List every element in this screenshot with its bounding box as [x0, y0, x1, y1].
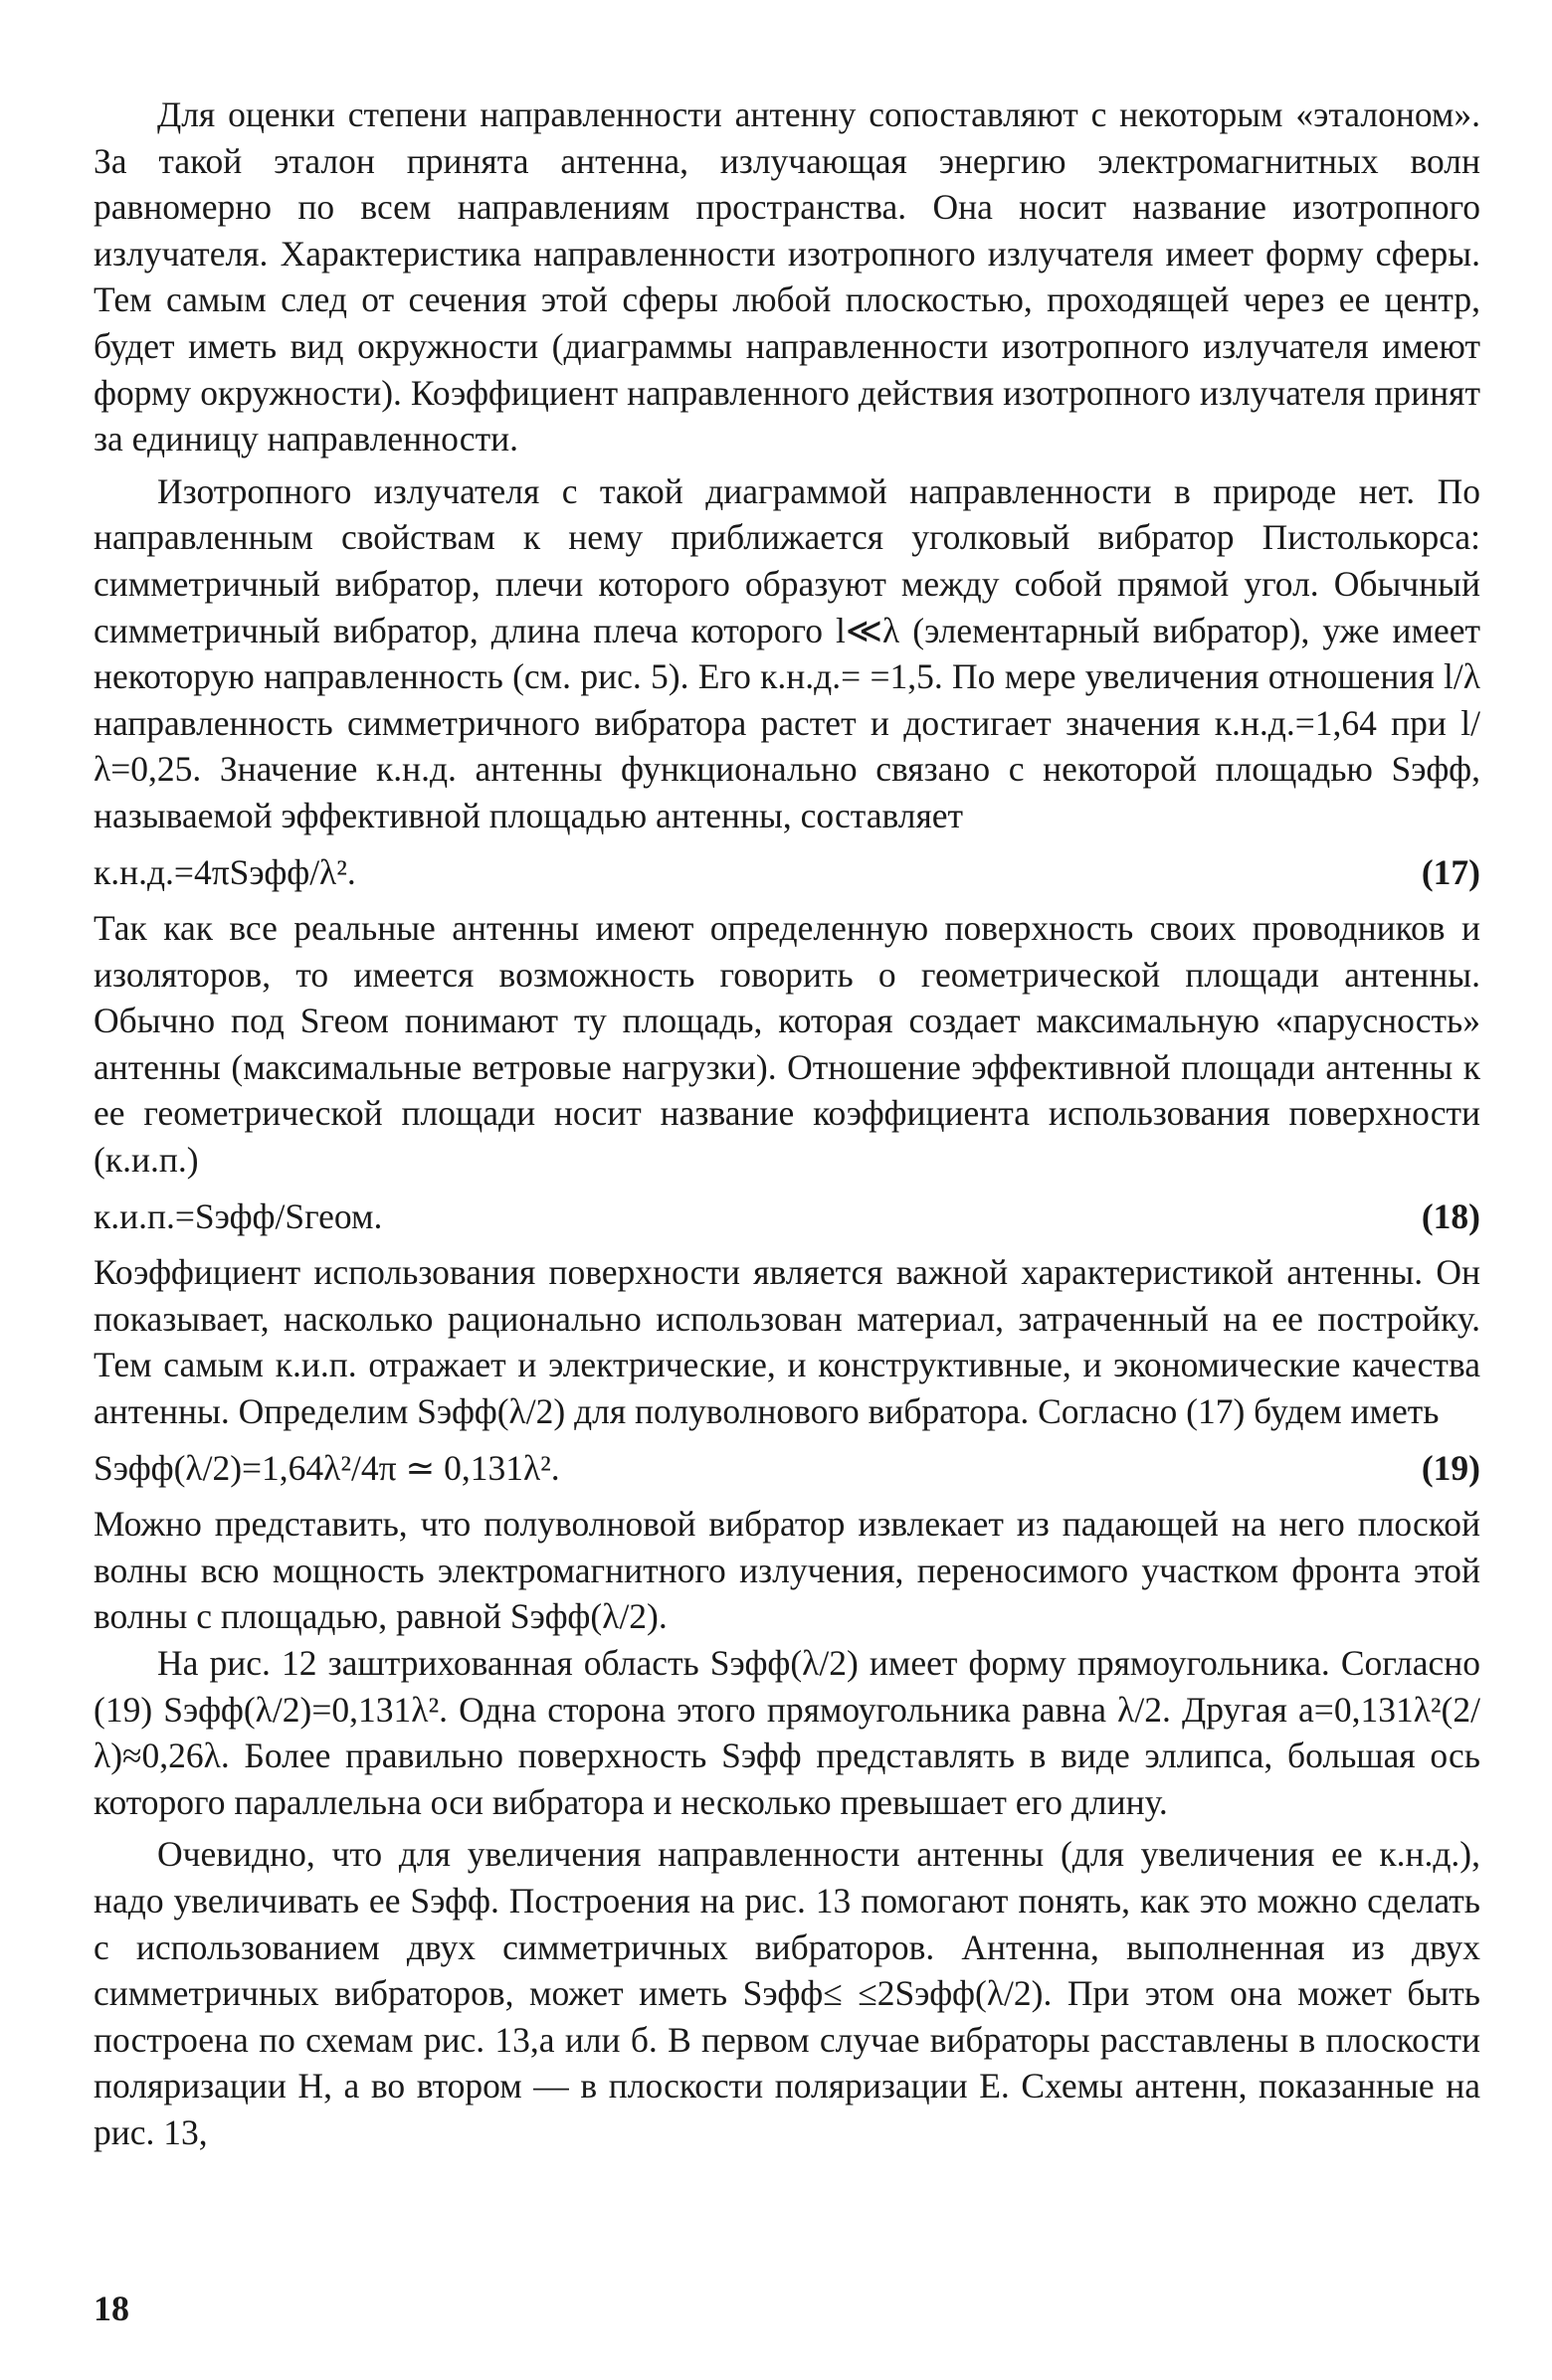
paragraph-figure-13: Очевидно, что для увеличения направленности антенны (для увеличения ее к.н.д.), надо увеличивать ее Sэфф. Построения на рис. 13 помогают понять, как это можно сделать с использованием двух симметричных вибраторов. Антенна, выполненная из двух симметричных вибраторов, может иметь Sэфф≤ ≤2Sэфф(λ/2). При этом она может быть построена по схемам рис. 13,а или б. В первом случае вибраторы расставлены в плоскости поляризации H, а во втором — в плоскости поляризации E. Схемы антенн, показанные на рис. 13,	[94, 1834, 1480, 2152]
formula-18-number: (18)	[1421, 1195, 1480, 1236]
formula-17-expression: к.н.д.=4πSэфф/λ².	[94, 851, 356, 892]
paragraph-surface-utilization: Коэффициент использования поверхности является важной характеристикой антенны. Он показывает, насколько рационально использован материал, затраченный на ее постройку. Тем самым к.и.п. отражает и электрические, и конструктивные, и экономические качества антенны. Определим Sэфф(λ/2) для полуволнового вибратора. Согласно (17) будем иметь	[94, 1252, 1480, 1432]
formula-19	[94, 1445, 1480, 1492]
formula-18-expression: к.и.п.=Sэфф/Sгеом.	[94, 1195, 383, 1236]
paragraph-half-wave-power: Можно представить, что полуволновой вибратор извлекает из падающей на него плоской волны всю мощность электромагнитного излучения, переносимого участком фронта этой волны с площадью, равной Sэфф(λ/2).	[94, 1504, 1480, 1637]
paragraph-pistolkors-vibrator: Изотропного излучателя с такой диаграммой направленности в природе нет. По направленным свойствам к нему приближается уголковый вибратор Пистолькорса: симметричный вибратор, плечи которого образуют между собой прямой угол. Обычный симметричный вибратор, длина плеча которого l≪λ (элементарный вибратор), уже имеет некоторую направленность (см. рис. 5). Его к.н.д.= =1,5. По мере увеличения отношения l/λ направленность симметричного вибратора растет и достигает значения к.н.д.=1,64 при l/λ=0,25. Значение к.н.д. антенны функционально связано с некоторой площадью Sэфф, называемой эффективной площадью антенны, составляет	[94, 470, 1480, 835]
paragraph-geometric-area: Так как все реальные антенны имеют определенную поверхность своих проводников и изоляторов, то имеется возможность говорить о геометрической площади антенны. Обычно под Sгеом понимают ту площадь, которая создает максимальную «парусность» антенны (максимальные ветровые нагрузки). Отношение эффективной площади антенны к ее геометрической площади носит название коэффициента использования поверхности (к.и.п.)	[94, 908, 1480, 1181]
formula-19-number: (19)	[1421, 1447, 1480, 1488]
formula-18	[94, 1193, 1480, 1240]
paragraph-isotropic-definition: Для оценки степени направленности антенну сопоставляют с некоторым «эталоном». За такой эталон принята антенна, излучающая энергию электромагнитных волн равномерно по всем направлениям пространства. Она носит название изотропного излучателя. Характеристика направленности изотропного излучателя имеет форму сферы. Тем самым след от сечения этой сферы любой плоскостью, проходящей через ее центр, будет иметь вид окружности (диаграммы направленности изотропного излучателя имеют форму окружности). Коэффициент направленного действия изотропного излучателя принят за единицу направленности.	[94, 94, 1480, 459]
paragraph-figure-12: На рис. 12 заштрихованная область Sэфф(λ/2) имеет форму прямоугольника. Согласно (19) Sэфф(λ/2)=0,131λ². Одна сторона этого прямоугольника равна λ/2. Другая a=0,131λ²(2/λ)≈0,26λ. Более правильно поверхность Sэфф представлять в виде эллипса, большая ось которого параллельна оси вибратора и несколько превышает его длину.	[94, 1643, 1480, 1822]
formula-17-number: (17)	[1421, 851, 1480, 892]
formula-17	[94, 849, 1480, 896]
page-number: 18	[94, 2288, 129, 2328]
formula-19-expression: Sэфф(λ/2)=1,64λ²/4π ≃ 0,131λ².	[94, 1447, 560, 1488]
